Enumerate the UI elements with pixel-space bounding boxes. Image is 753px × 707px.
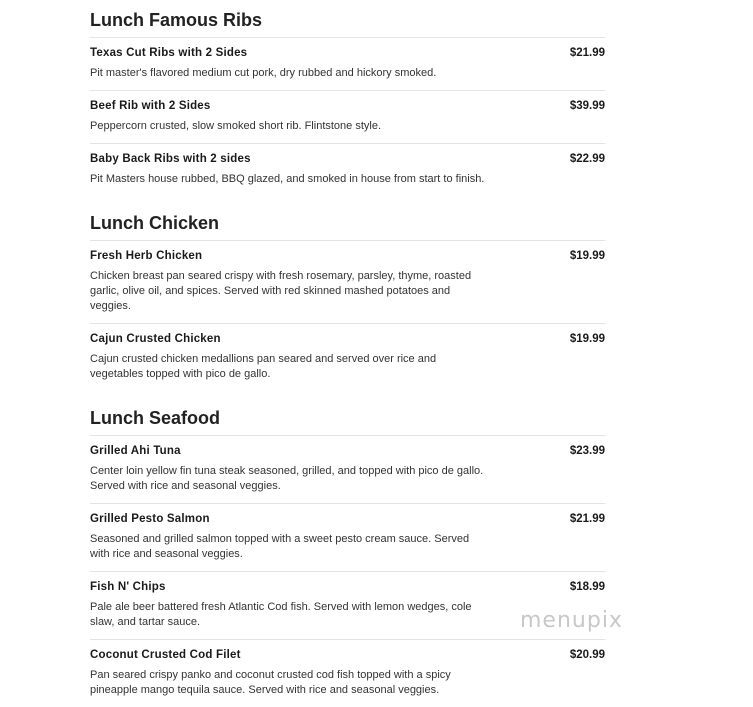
item-name: Grilled Ahi Tuna: [90, 445, 181, 457]
item-price: $23.99: [569, 445, 605, 457]
menu-item: [90, 639, 605, 707]
item-name: Fish N' Chips: [90, 581, 166, 593]
section-title: Lunch Seafood: [90, 408, 220, 428]
item-price: $22.99: [569, 153, 605, 165]
menupix-watermark: menupix: [520, 608, 623, 633]
item-name: Cajun Crusted Chicken: [90, 333, 221, 345]
item-name: Grilled Pesto Salmon: [90, 513, 210, 525]
menu-item: [90, 323, 605, 391]
item-name: Coconut Crusted Cod Filet: [90, 649, 241, 661]
menu-item: [90, 503, 605, 571]
item-price: $21.99: [569, 513, 605, 525]
item-price: $39.99: [569, 100, 605, 112]
section-lunch-seafood: [90, 391, 605, 707]
item-description: Center loin yellow fin tuna steak seasoned, grilled, and topped with pico de gallo. Served with rice and seasonal veggies.: [90, 465, 484, 492]
section-title: Lunch Famous Ribs: [90, 10, 263, 30]
menu-item: [90, 37, 605, 90]
menu-item: [90, 90, 605, 143]
item-price: $20.99: [569, 649, 605, 661]
section-lunch-famous-ribs: [90, 0, 605, 196]
item-name: Baby Back Ribs with 2 sides: [90, 153, 251, 165]
item-name: Beef Rib with 2 Sides: [90, 100, 211, 112]
item-description: Pale ale beer battered fresh Atlantic Cod fish. Served with lemon wedges, cole slaw, and tartar sauce.: [90, 601, 472, 628]
item-price: $18.99: [569, 581, 605, 593]
item-name: Texas Cut Ribs with 2 Sides: [90, 47, 248, 59]
item-price: $21.99: [569, 47, 605, 59]
item-description: Pit master's flavored medium cut pork, dry rubbed and hickory smoked.: [90, 67, 437, 79]
item-name: Fresh Herb Chicken: [90, 250, 203, 262]
item-description: Pan seared crispy panko and coconut crusted cod fish topped with a spicy pineapple mango tequila sauce. Served with rice and seasonal veggies.: [90, 669, 451, 696]
item-price: $19.99: [569, 333, 605, 345]
item-description: Cajun crusted chicken medallions pan seared and served over rice and vegetables topped with pico de gallo.: [90, 353, 437, 380]
menu: [90, 0, 605, 707]
item-price: $19.99: [569, 250, 605, 262]
menu-item: [90, 240, 605, 323]
item-description: Seasoned and grilled salmon topped with a sweet pesto cream sauce. Served with rice and seasonal veggies.: [90, 533, 470, 560]
section-lunch-chicken: [90, 196, 605, 391]
menu-item: [90, 143, 605, 196]
menu-item: [90, 435, 605, 503]
section-title: Lunch Chicken: [90, 213, 220, 233]
item-description: Peppercorn crusted, slow smoked short rib. Flintstone style.: [90, 120, 382, 132]
item-description: Chicken breast pan seared crispy with fresh rosemary, parsley, thyme, roasted garlic, olive oil, and spices. Served with red skinned mashed potatoes and veggies.: [90, 270, 472, 312]
item-description: Pit Masters house rubbed, BBQ glazed, and smoked in house from start to finish.: [90, 173, 485, 185]
